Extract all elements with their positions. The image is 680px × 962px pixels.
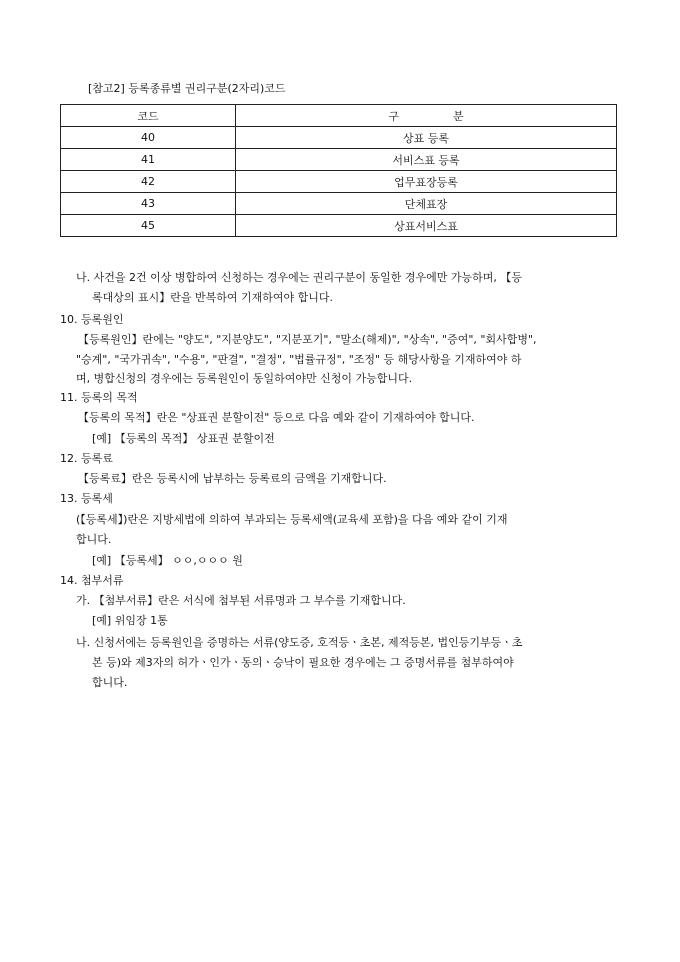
section-13-title: 13. 등록세: [60, 492, 113, 505]
section-11-line1: 【등록의 목적】란은 "상표권 분할이전" 등으로 다음 예와 같이 기재하여야 합니다.: [78, 411, 475, 424]
category-cell: 상표서비스표: [236, 215, 617, 237]
section-10-line2: "승계", "국가귀속", "수용", "판결", "결정", "법률규정", "조정" 등 해당사항을 기재하여야 하: [76, 353, 522, 366]
column-header-category: [236, 105, 617, 127]
column-header-code: 코드: [61, 105, 236, 127]
table-caption: [참고2] 등록종류별 권리구분(2자리)코드: [88, 82, 286, 95]
column-header-category-part2: 분: [453, 109, 464, 123]
table-row: [61, 149, 617, 171]
rights-code-table: [60, 104, 617, 237]
column-header-category-part1: 구: [388, 109, 399, 123]
section-11-title: 11. 등록의 목적: [60, 391, 138, 404]
code-cell: 45: [61, 215, 236, 237]
paragraph-na-line2: 록대상의 표시】란을 반복하여 기재하여야 합니다.: [92, 291, 334, 304]
section-12-title: 12. 등록료: [60, 452, 113, 465]
section-10-line3: 며, 병합신청의 경우에는 등록원인이 동일하여야만 신청이 가능합니다.: [76, 372, 413, 385]
category-cell: 서비스표 등록: [236, 149, 617, 171]
table-row: [61, 171, 617, 193]
section-10-title: 10. 등록원인: [60, 313, 124, 326]
code-cell: 43: [61, 193, 236, 215]
code-cell: 41: [61, 149, 236, 171]
category-cell: 상표 등록: [236, 127, 617, 149]
section-10-line1: 【등록원인】란에는 "양도", "지분양도", "지분포기", "말소(해제)", "상속", "증여", "회사합병",: [78, 333, 537, 346]
section-14-example: [예] 위임장 1통: [92, 614, 168, 627]
code-cell: 40: [61, 127, 236, 149]
section-14-na-line3: 합니다.: [92, 676, 128, 689]
section-13-example: [예] 【등록세】 ㅇㅇ,ㅇㅇㅇ 원: [92, 554, 243, 567]
table-header-row: [61, 105, 617, 127]
table-row: [61, 215, 617, 237]
category-cell: 업무표장등록: [236, 171, 617, 193]
table-row: [61, 193, 617, 215]
table-row: [61, 127, 617, 149]
section-11-example: [예] 【등록의 목적】 상표권 분할이전: [92, 432, 275, 445]
section-13-line2: 합니다.: [76, 533, 112, 546]
code-cell: 42: [61, 171, 236, 193]
section-14-ga: 가. 【첨부서류】란은 서식에 첨부된 서류명과 그 부수를 기재합니다.: [76, 594, 406, 607]
section-14-na-line1: 나. 신청서에는 등록원인을 증명하는 서류(양도증, 호적등ㆍ초본, 제적등본, 법인등기부등ㆍ초: [76, 636, 523, 649]
category-cell: 단체표장: [236, 193, 617, 215]
section-13-line1: (【등록세】)란은 지방세법에 의하여 부과되는 등록세액(교육세 포함)을 다음 예와 같이 기재: [76, 513, 508, 526]
section-12-line1: 【등록료】란은 등록시에 납부하는 등록료의 금액을 기재합니다.: [78, 472, 387, 485]
section-14-na-line2: 본 등)와 제3자의 허가ㆍ인가ㆍ동의ㆍ승낙이 필요한 경우에는 그 증명서류를 첨부하여야: [92, 656, 514, 669]
paragraph-na-line1: 나. 사건을 2건 이상 병합하여 신청하는 경우에는 권리구분이 동일한 경우에만 가능하며, 【등: [76, 271, 522, 284]
section-14-title: 14. 첨부서류: [60, 574, 124, 587]
